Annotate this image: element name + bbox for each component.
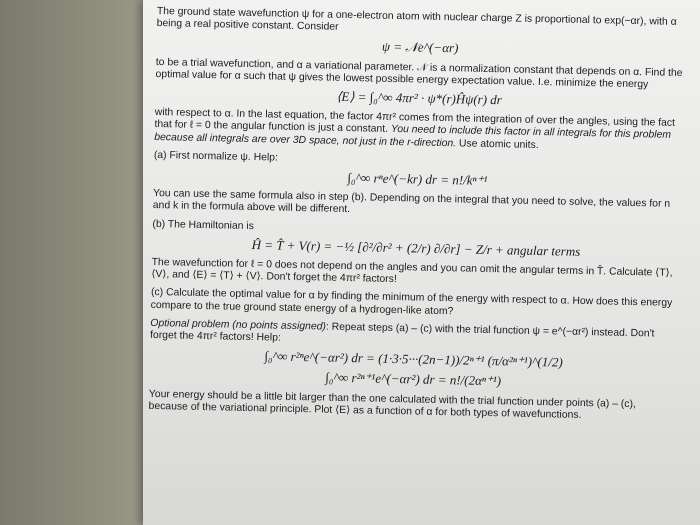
energy-equation: ⟨E⟩ = ∫₀^∞ 4πr² · ψ*(r)Ĥψ(r) dr (336, 88, 502, 108)
help-a-equation: ∫₀^∞ rⁿe^(−kr) dr = n!/kⁿ⁺¹ (347, 170, 488, 188)
optional-text: : Repeat steps (a) – (c) with the trial function ψ = e^(−αr²) instead. Don't forget the 4πr² factors! Help: (149, 321, 655, 344)
part-c-paragraph: (c) Calculate the optimal value for α by finding the minimum of the energy with respect to α. How does this energy compare to the true ground state energy of a hydrogen-like atom? (150, 287, 673, 317)
wavefunction-paragraph: The wavefunction for ℓ = 0 does not depend on the angles and you can omit the angular terms in T̂. Calculate ⟨T⟩, ⟨V⟩, and ⟨E⟩ = ⟨T⟩ + ⟨V⟩. Don't forget the 4πr² factors! (151, 256, 673, 286)
problem-text (148, 6, 684, 424)
respect-emphasis: You need to include this factor in all integrals for this problem because all integrals are over 3D space, not just in the r-direction. (154, 124, 672, 149)
respect-paragraph (154, 107, 683, 155)
part-a-heading: (a) First normalize ψ. Help: (153, 149, 279, 164)
document-page (143, 0, 700, 525)
intro-paragraph: The ground state wavefunction ψ for a one-electron atom with nuclear charge Z is proportional to exp(−αr), with α being a real positive constant. Consider (156, 6, 677, 34)
trial-wavefunction-equation: ψ = 𝒩e^(−αr) (381, 39, 459, 56)
hamiltonian-equation: Ĥ = T̂ + V(r) = −½ [∂²/∂r² + (2/r) ∂/∂r] − Z/r + angular terms (251, 236, 581, 259)
gaussian-integral-even: ∫₀^∞ r²ⁿe^(−αr²) dr = (1·3·5···(2n−1))/2ⁿ⁺¹ (π/α²ⁿ⁺¹)^(1/2) (264, 348, 563, 370)
carpet-background (0, 0, 150, 525)
respect-text: with respect to α. In the last equation, the factor 4πr² comes from the integration of over the angles, using the fact that for ℓ = 0 the angular function is just a constant. (154, 107, 676, 136)
optional-paragraph (150, 318, 678, 353)
part-b-heading: (b) The Hamiltonian is (152, 218, 254, 232)
optional-label: Optional problem (no points assigned) (150, 317, 327, 333)
same-formula-paragraph: You can use the same formula also in step (b). Depending on the integral that you need to solve, the values for n and k in the formula above will be different. (152, 188, 671, 216)
respect-end: Use atomic units. (458, 137, 539, 151)
final-paragraph: Your energy should be a little bit larger than the one calculated with the trial function under points (a) – (c), because of the variational principle. Plot ⟨E⟩ as a function of α for both types of wavefunctions. (148, 388, 636, 421)
trial-paragraph: to be a trial wavefunction, and α a variational parameter. 𝒩 is a normalization constant that depends on α. Find the optimal value for α such that ψ gives the lowest possible energy expectation value. I.e. minimize the energy (155, 56, 683, 91)
gaussian-integral-odd: ∫₀^∞ r²ⁿ⁺¹e^(−αr²) dr = n!/(2αⁿ⁺¹) (325, 370, 502, 389)
